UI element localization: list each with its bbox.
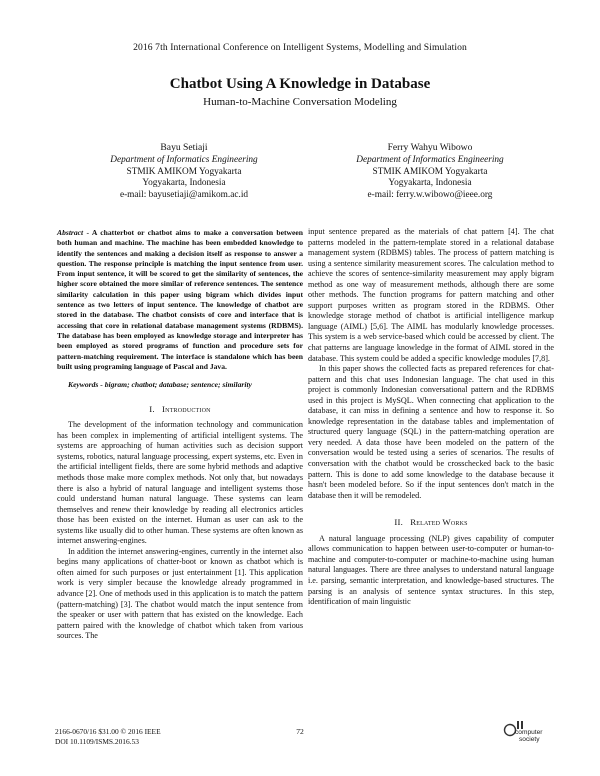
- abstract-text: - A chatterbot or chatbot aims to make a conversation between both human and machine. The machine has been embedded knowledge to identify the sentences and making a decision itself as response to answer a question. The response principle is matching the input sentence from user. From input sentence, it will be scored to get the similarity of sentences, the higher score obtained the more similar of reference sentences. The sentence similarity calculation in this paper using bigram which divides input sentence as two letters of input sentence. The knowledge of chatbot are stored in the database. The chatbot consists of core and interface that is accessing that core in relational database management systems (RDBMS). The database has been employed as knowledge storage and interpreter has been employed as stored programs of function and procedure sets for pattern-matching requirement. The interface is standalone which has been built using programing language of Pascal and Java.: [57, 228, 303, 371]
- author-institution: STMIK AMIKOM Yogyakarta: [372, 166, 488, 177]
- section-title: Introduction: [162, 403, 211, 414]
- footer-doi: DOI 10.1109/ISMS.2016.53: [55, 736, 139, 746]
- logo-text-line1: computer: [515, 729, 543, 736]
- footer-issn: 2166-0670/16 $31.00 © 2016 IEEE: [55, 727, 161, 736]
- abstract: [57, 228, 303, 372]
- left-column: [57, 228, 303, 642]
- conference-header: 2016 7th International Conference on Intelligent Systems, Modelling and Simulation: [133, 42, 467, 53]
- body-paragraph: input sentence prepared as the materials of chat pattern [4]. The chat patterns modeled in the pattern-template stored in a relational database management system (RDBMS) tables. The process of pattern matching is using a sentence similarity measurement scores. The calculation method to achieve the scores of sentence-similarity measurement may apply bigram method as one way of measurement methods, although there are some other methods. The function programs for pattern matching and other support purposes written as program stored in the RDBMS. Other knowledge storage method of chatbot is artificial intelligence markup language (AIML) [5,6]. The AIML has modularly knowledge processes. This system is a web service-based which could be accessed by client. The chat patterns are language knowledge in the format of AIML stored in the database. This system could be added a specific knowledge modules [7,8].: [308, 227, 554, 363]
- author-email: e-mail: ferry.w.wibowo@ieee.org: [367, 189, 493, 200]
- author-email: e-mail: bayusetiaji@amikom.ac.id: [119, 189, 249, 200]
- author-department: Department of Informatics Engineering: [356, 155, 504, 166]
- paper-subtitle: Human-to-Machine Conversation Modeling: [203, 96, 397, 108]
- section-title: Related Works: [410, 517, 468, 528]
- section-number: II.: [394, 517, 403, 528]
- computer-society-logo: [502, 718, 546, 754]
- author-location: Yogyakarta, Indonesia: [142, 178, 226, 189]
- author-block-1: [84, 142, 284, 201]
- section-heading-introduction: [57, 404, 303, 415]
- author-name: Bayu Setiaji: [160, 142, 208, 153]
- author-location: Yogyakarta, Indonesia: [388, 178, 472, 189]
- body-paragraph: The development of the information technology and communication has been complex in implementing of artificial intelligent systems. The systems are approaching of human activities such as decision support systems, robotics, natural language processing, expert systems, etc. Even in the artificial intelligent fields, there are some hybrid methods and adaptive methods those make more complex methods. Not only that, but nowadays there is also a hybrid of natural language and intelligent systems those could understand human natural language. These systems can learn themselves and renew their knowledge by reading all electronics articles those has been existed on the internet. Human as user can ask to the systems like usually did to other human. These systems are often known as internet answering-engines.: [57, 420, 303, 546]
- paper-title: Chatbot Using A Knowledge in Database: [169, 76, 431, 92]
- body-paragraph: A natural language processing (NLP) gives capability of computer allows communication to happen between user-to-computer or human-to-machine and computer-to-computer or machine-to-machine using human natural languages. There are three analyses to understand natural language i.e. parsing, semantic interpretation, and knowledge-based structures. The parsing is an analysis of sentence syntax structures. In this step, identification of main linguistic: [308, 533, 554, 607]
- body-paragraph: In addition the internet answering-engines, currently in the internet also begins many applications of chatter-boot or known as chatbot which is often aimed for such purposes or just entertainment [1]. This application work is very simpler because the knowledge already programmed in advance [2]. One of methods used in this application is to match the pattern (pattern-matching) [3]. The chatbot would match the input sentence from the speaker or user with pattern that has existed on the knowledge. Each pattern paired with the knowledge of chatbot which taken from various sources. The: [57, 546, 303, 641]
- abstract-label: Abstract: [57, 228, 84, 237]
- author-block-2: [330, 142, 530, 201]
- logo-text-line2: society: [519, 736, 540, 743]
- section-number: I.: [149, 403, 155, 414]
- author-name: Ferry Wahyu Wibowo: [387, 142, 473, 153]
- keywords: Keywords - bigram; chatbot; database; sentence; similarity: [68, 380, 252, 390]
- body-paragraph: In this paper shows the collected facts as prepared references for chat-pattern and this chat uses Indonesian language. The chat used in this project is commonly Indonesian conversational pattern and the RDBMS used in this project is MySQL. When connecting chat application to the database, it can miss in defining a sentence and how to response it. So knowledge representation in the database tables and implementation of structured query language (SQL) in the pattern-matching operation are very needed. A data those have been modeled on the pattern of the conversation would be tested using a series of scenarios. The results of conversation with the chatbot would be crosschecked back to the basic pattern. This is done to add some knowledge to the database because it hasn't been modeled before. So if the input sentences don't match in the database then it will be remodeled.: [308, 364, 554, 500]
- section-heading-related-works: [308, 517, 554, 528]
- author-institution: STMIK AMIKOM Yogyakarta: [126, 166, 242, 177]
- page-number: 72: [296, 727, 304, 736]
- right-column: [308, 227, 554, 608]
- author-department: Department of Informatics Engineering: [110, 155, 258, 166]
